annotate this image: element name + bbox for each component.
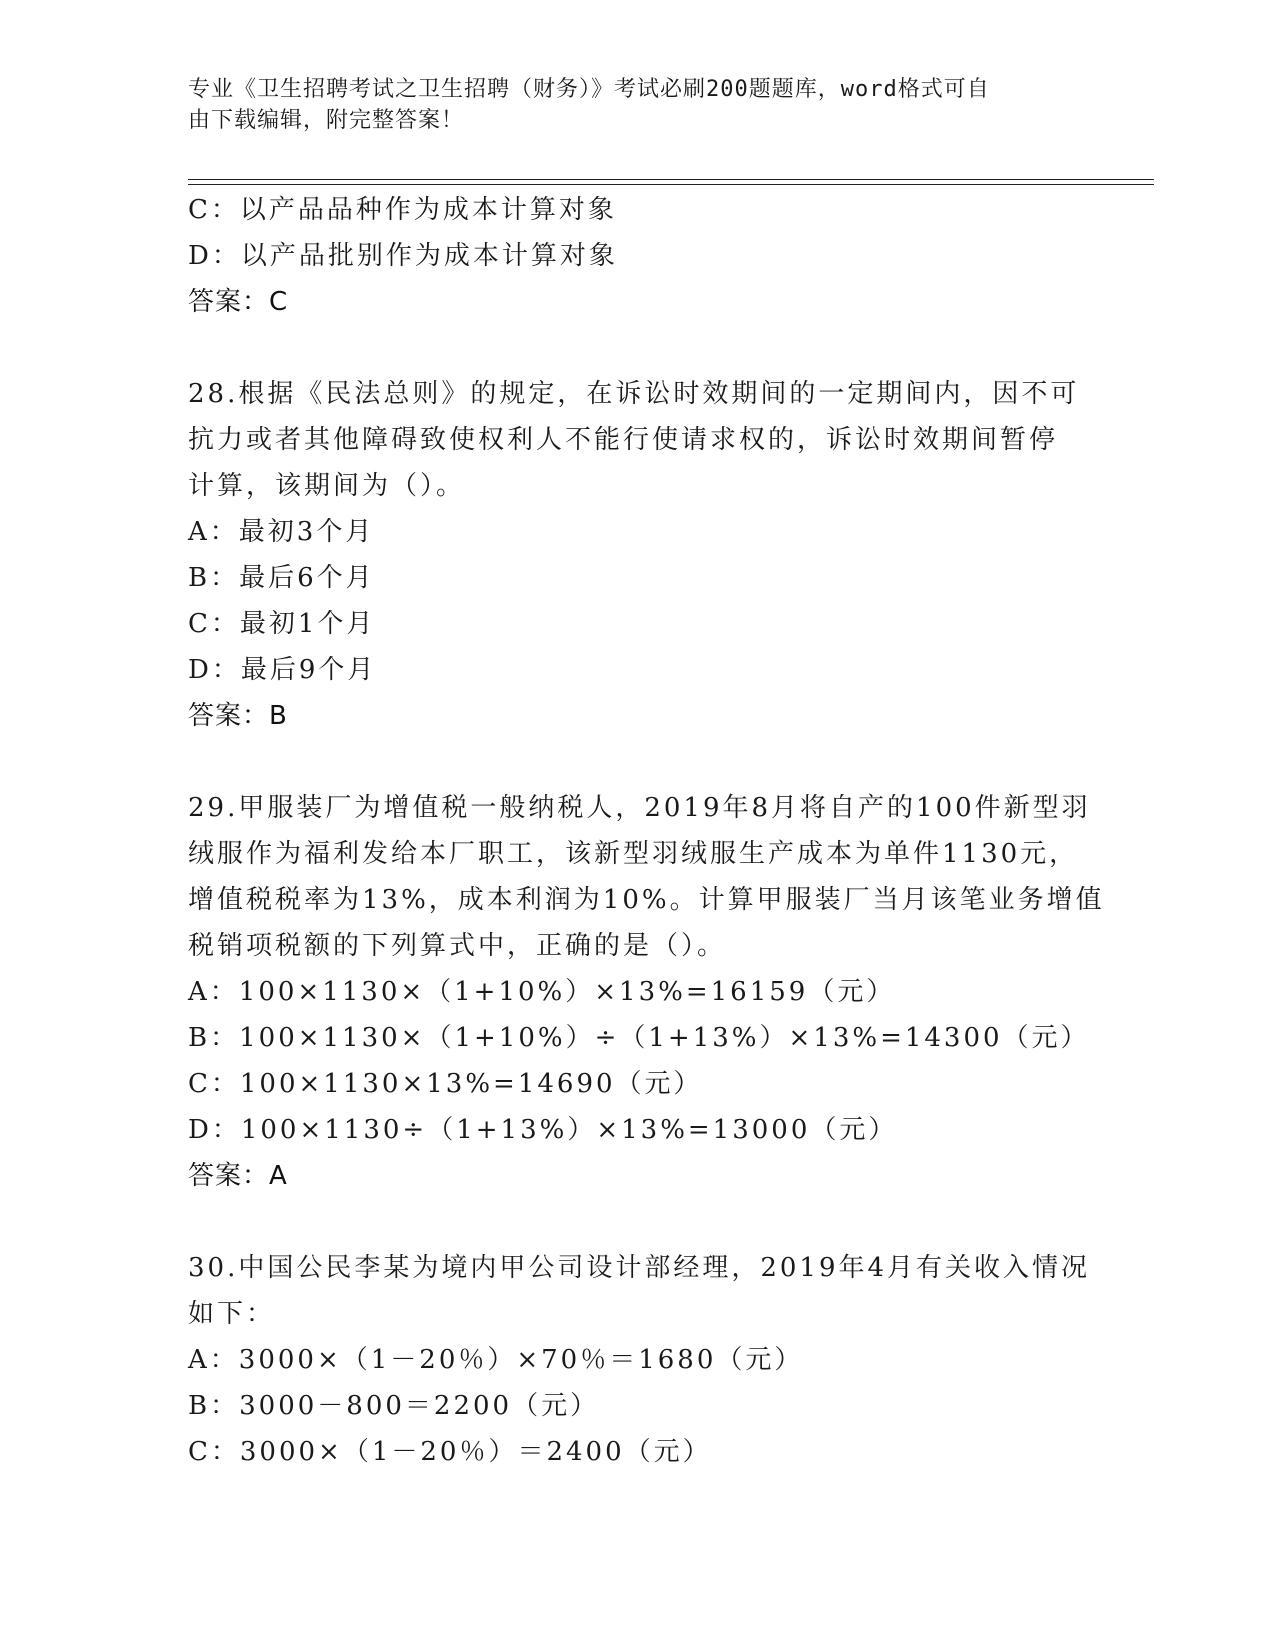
option-c: C：100×1130×13%=14690（元） [188, 1069, 703, 1099]
option-b: B：100×1130×（1+10%）÷（1+13%）×13%=14300（元） [188, 1023, 1090, 1053]
question-line: 增值税税率为13%，成本利润为10%。计算甲服装厂当月该笔业务增值 [188, 885, 1105, 915]
option-c: C：最初1个月 [188, 609, 376, 639]
header-divider-top [188, 179, 1154, 180]
option-a: A：最初3个月 [188, 517, 375, 547]
question-text [188, 371, 1088, 509]
header-divider-bottom [188, 184, 1154, 185]
question-line: 如下： [188, 1299, 276, 1329]
spacer [188, 325, 1088, 371]
question-line: 30.中国公民李某为境内甲公司设计部经理，2019年4月有关收入情况 [188, 1253, 1091, 1283]
question-content [188, 187, 1105, 1475]
question-line: 绒服作为福利发给本厂职工，该新型羽绒服生产成本为单件1130元， [188, 839, 1079, 869]
question-line: 税销项税额的下列算式中，正确的是（）。 [188, 931, 727, 961]
option-b: B：3000－800＝2200（元） [188, 1391, 600, 1421]
option-d: D：100×1130÷（1+13%）×13%=13000（元） [188, 1115, 898, 1145]
header-line-2: 由下载编辑，附完整答案！ [188, 108, 465, 133]
spacer [188, 1199, 1088, 1245]
answer-line: 答案：B [188, 701, 288, 731]
question-29 [188, 785, 1105, 1199]
option-a: A：100×1130×（1+10%）×13%=16159（元） [188, 977, 896, 1007]
option-d: D：最后9个月 [188, 655, 377, 685]
question-line: 计算，该期间为（）。 [188, 471, 466, 501]
question-28 [188, 371, 1088, 739]
option-a: A：3000×（1－20％）×70％＝1680（元） [188, 1345, 804, 1375]
option-d: D：以产品批别作为成本计算对象 [188, 241, 618, 271]
question-line: 29.甲服装厂为增值税一般纳税人，2019年8月将自产的100件新型羽 [188, 793, 1091, 823]
spacer [188, 739, 1088, 785]
answer-line: 答案：A [188, 1161, 288, 1191]
option-b: B：最后6个月 [188, 563, 375, 593]
document-header [188, 74, 1068, 136]
question-line: 抗力或者其他障碍致使权利人不能行使请求权的，诉讼时效期间暂停 [188, 425, 1059, 455]
question-text [188, 785, 1105, 969]
option-c: C：3000×（1－20％）＝2400（元） [188, 1437, 712, 1467]
header-line-1: 专业《卫生招聘考试之卫生招聘（财务）》考试必刷200题题库，word格式可自 [188, 77, 990, 102]
question-text [188, 1245, 1091, 1337]
question-line: 28.根据《民法总则》的规定，在诉讼时效期间的一定期间内，因不可 [188, 379, 1080, 409]
answer-line: 答案：C [188, 287, 289, 317]
question-30 [188, 1245, 1091, 1475]
option-c: C：以产品品种作为成本计算对象 [188, 195, 617, 225]
prev-question [188, 187, 1088, 325]
